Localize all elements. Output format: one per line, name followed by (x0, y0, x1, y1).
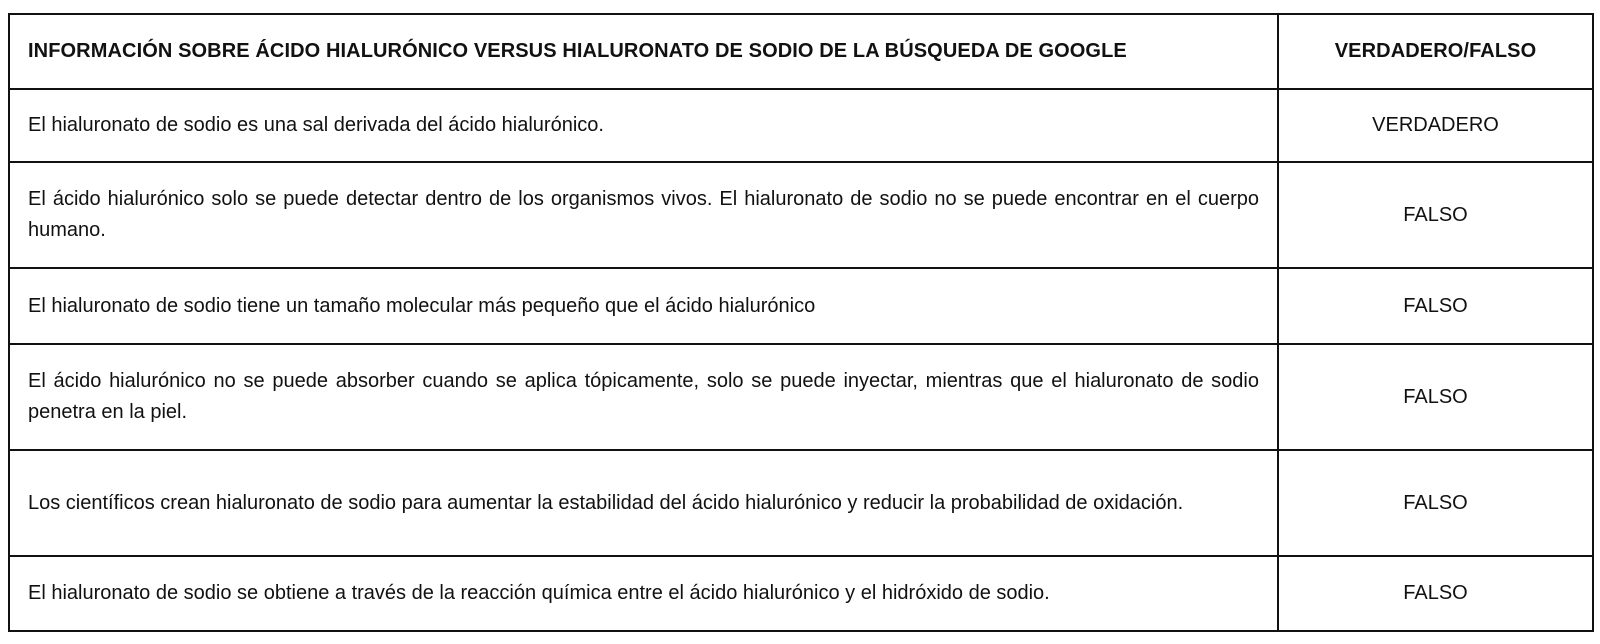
table-row (9, 344, 1593, 450)
answer-cell: FALSO (1278, 268, 1593, 344)
answer-cell: FALSO (1278, 344, 1593, 450)
table-row (9, 162, 1593, 268)
answer-cell: FALSO (1278, 162, 1593, 268)
table-row (9, 450, 1593, 556)
table-row (9, 556, 1593, 631)
table-row (9, 268, 1593, 344)
statement-cell: El ácido hialurónico solo se puede detectar dentro de los organismos vivos. El hialuronato de sodio no se puede encontrar en el cuerpo humano. (9, 162, 1278, 268)
true-false-table (8, 13, 1594, 632)
statement-cell: El hialuronato de sodio tiene un tamaño molecular más pequeño que el ácido hialurónico (9, 268, 1278, 344)
statement-cell: El hialuronato de sodio se obtiene a través de la reacción química entre el ácido hialurónico y el hidróxido de sodio. (9, 556, 1278, 631)
true-false-table-container (8, 13, 1592, 632)
statement-cell: El ácido hialurónico no se puede absorber cuando se aplica tópicamente, solo se puede inyectar, mientras que el hialuronato de sodio penetra en la piel. (9, 344, 1278, 450)
answer-cell: FALSO (1278, 450, 1593, 556)
table-header-row (9, 14, 1593, 89)
answer-cell: VERDADERO (1278, 89, 1593, 162)
statement-column-header: INFORMACIÓN SOBRE ÁCIDO HIALURÓNICO VERSUS HIALURONATO DE SODIO DE LA BÚSQUEDA DE GOOGLE (9, 14, 1278, 89)
statement-cell: Los científicos crean hialuronato de sodio para aumentar la estabilidad del ácido hialurónico y reducir la probabilidad de oxidación. (9, 450, 1278, 556)
answer-column-header: VERDADERO/FALSO (1278, 14, 1593, 89)
statement-cell: El hialuronato de sodio es una sal derivada del ácido hialurónico. (9, 89, 1278, 162)
answer-cell: FALSO (1278, 556, 1593, 631)
table-row (9, 89, 1593, 162)
